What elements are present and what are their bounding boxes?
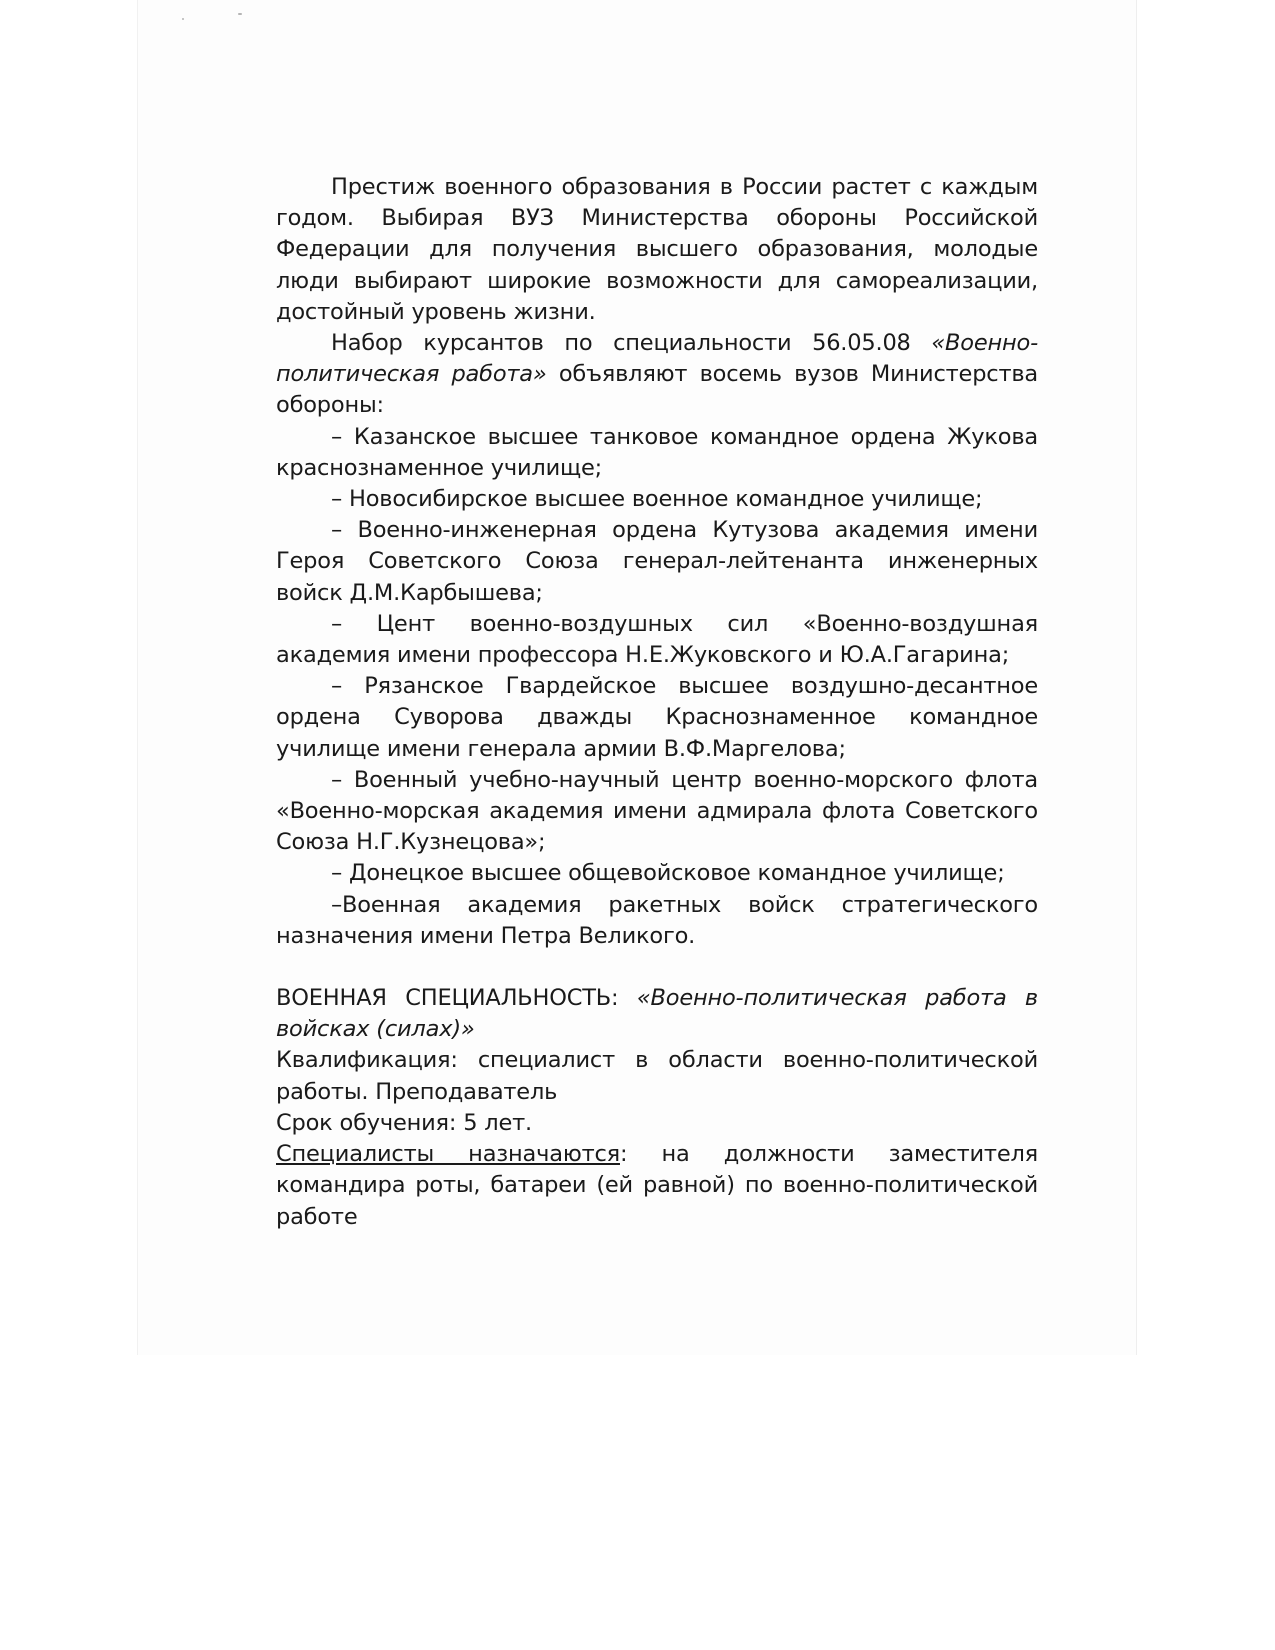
appointment-text: : на должности заместителя командира роты, батареи (ей равной) по военно-политической работе (276, 1141, 1038, 1230)
school-list-item: – Донецкое высшее общевойсковое командное училище; (331, 860, 1005, 887)
school-list-item: – Казанское высшее танковое командное ордена Жукова краснознаменное училище; (276, 423, 1038, 481)
school-list-item: – Военно-инженерная ордена Кутузова академия имени Героя Советского Союза генерал-лейтенанта инженерных войск Д.М.Карбышева; (276, 517, 1038, 606)
recruitment-suffix: объявляют восемь вузов Министерства обороны: (276, 361, 1038, 419)
school-list-item: – Военный учебно-научный центр военно-морского флота «Военно-морская академия имени адмирала флота Советского Союза Н.Г.Кузнецова»; (276, 766, 1038, 856)
scan-speck (182, 18, 184, 20)
intro-paragraph: Престиж военного образования в России растет с каждым годом. Выбирая ВУЗ Министерства обороны Российской Федерации для получения высшего образования, молодые люди выбирают широкие возможности для самореализации, достойный уровень жизни. (276, 174, 1038, 325)
scan-speck (238, 13, 242, 15)
school-list-item: –Военная академия ракетных войск стратегического назначения имени Петра Великого. (276, 891, 1038, 949)
specialty-value: «Военно-политическая работа в войсках (силах)» (276, 985, 1038, 1043)
recruitment-prefix: Набор курсантов по специальности 56.05.08 (331, 330, 932, 357)
study-term-line: Срок обучения: 5 лет. (276, 1109, 532, 1136)
recruitment-specialty: «Военно-политическая работа» (276, 330, 1038, 388)
school-list-item: – Новосибирское высшее военное командное училище; (331, 486, 983, 513)
appointment-label: Специалисты назначаются (276, 1141, 620, 1168)
specialty-label: ВОЕННАЯ СПЕЦИАЛЬНОСТЬ: (276, 985, 637, 1012)
school-list-item: – Рязанское Гвардейское высшее воздушно-десантное ордена Суворова дважды Краснознаменное командное училище имени генерала армии В.Ф.Маргелова; (276, 673, 1038, 762)
appointment-line (276, 1139, 1038, 1233)
specialty-line (276, 983, 1038, 1045)
recruitment-paragraph (276, 328, 1038, 422)
qualification-line: Квалификация: специалист в области военно-политической работы. Преподаватель (276, 1047, 1038, 1105)
document-body (276, 172, 1038, 1233)
school-list-item: – Цент военно-воздушных сил «Военно-воздушная академия имени профессора Н.Е.Жуковского и Ю.А.Гагарина; (276, 610, 1038, 669)
